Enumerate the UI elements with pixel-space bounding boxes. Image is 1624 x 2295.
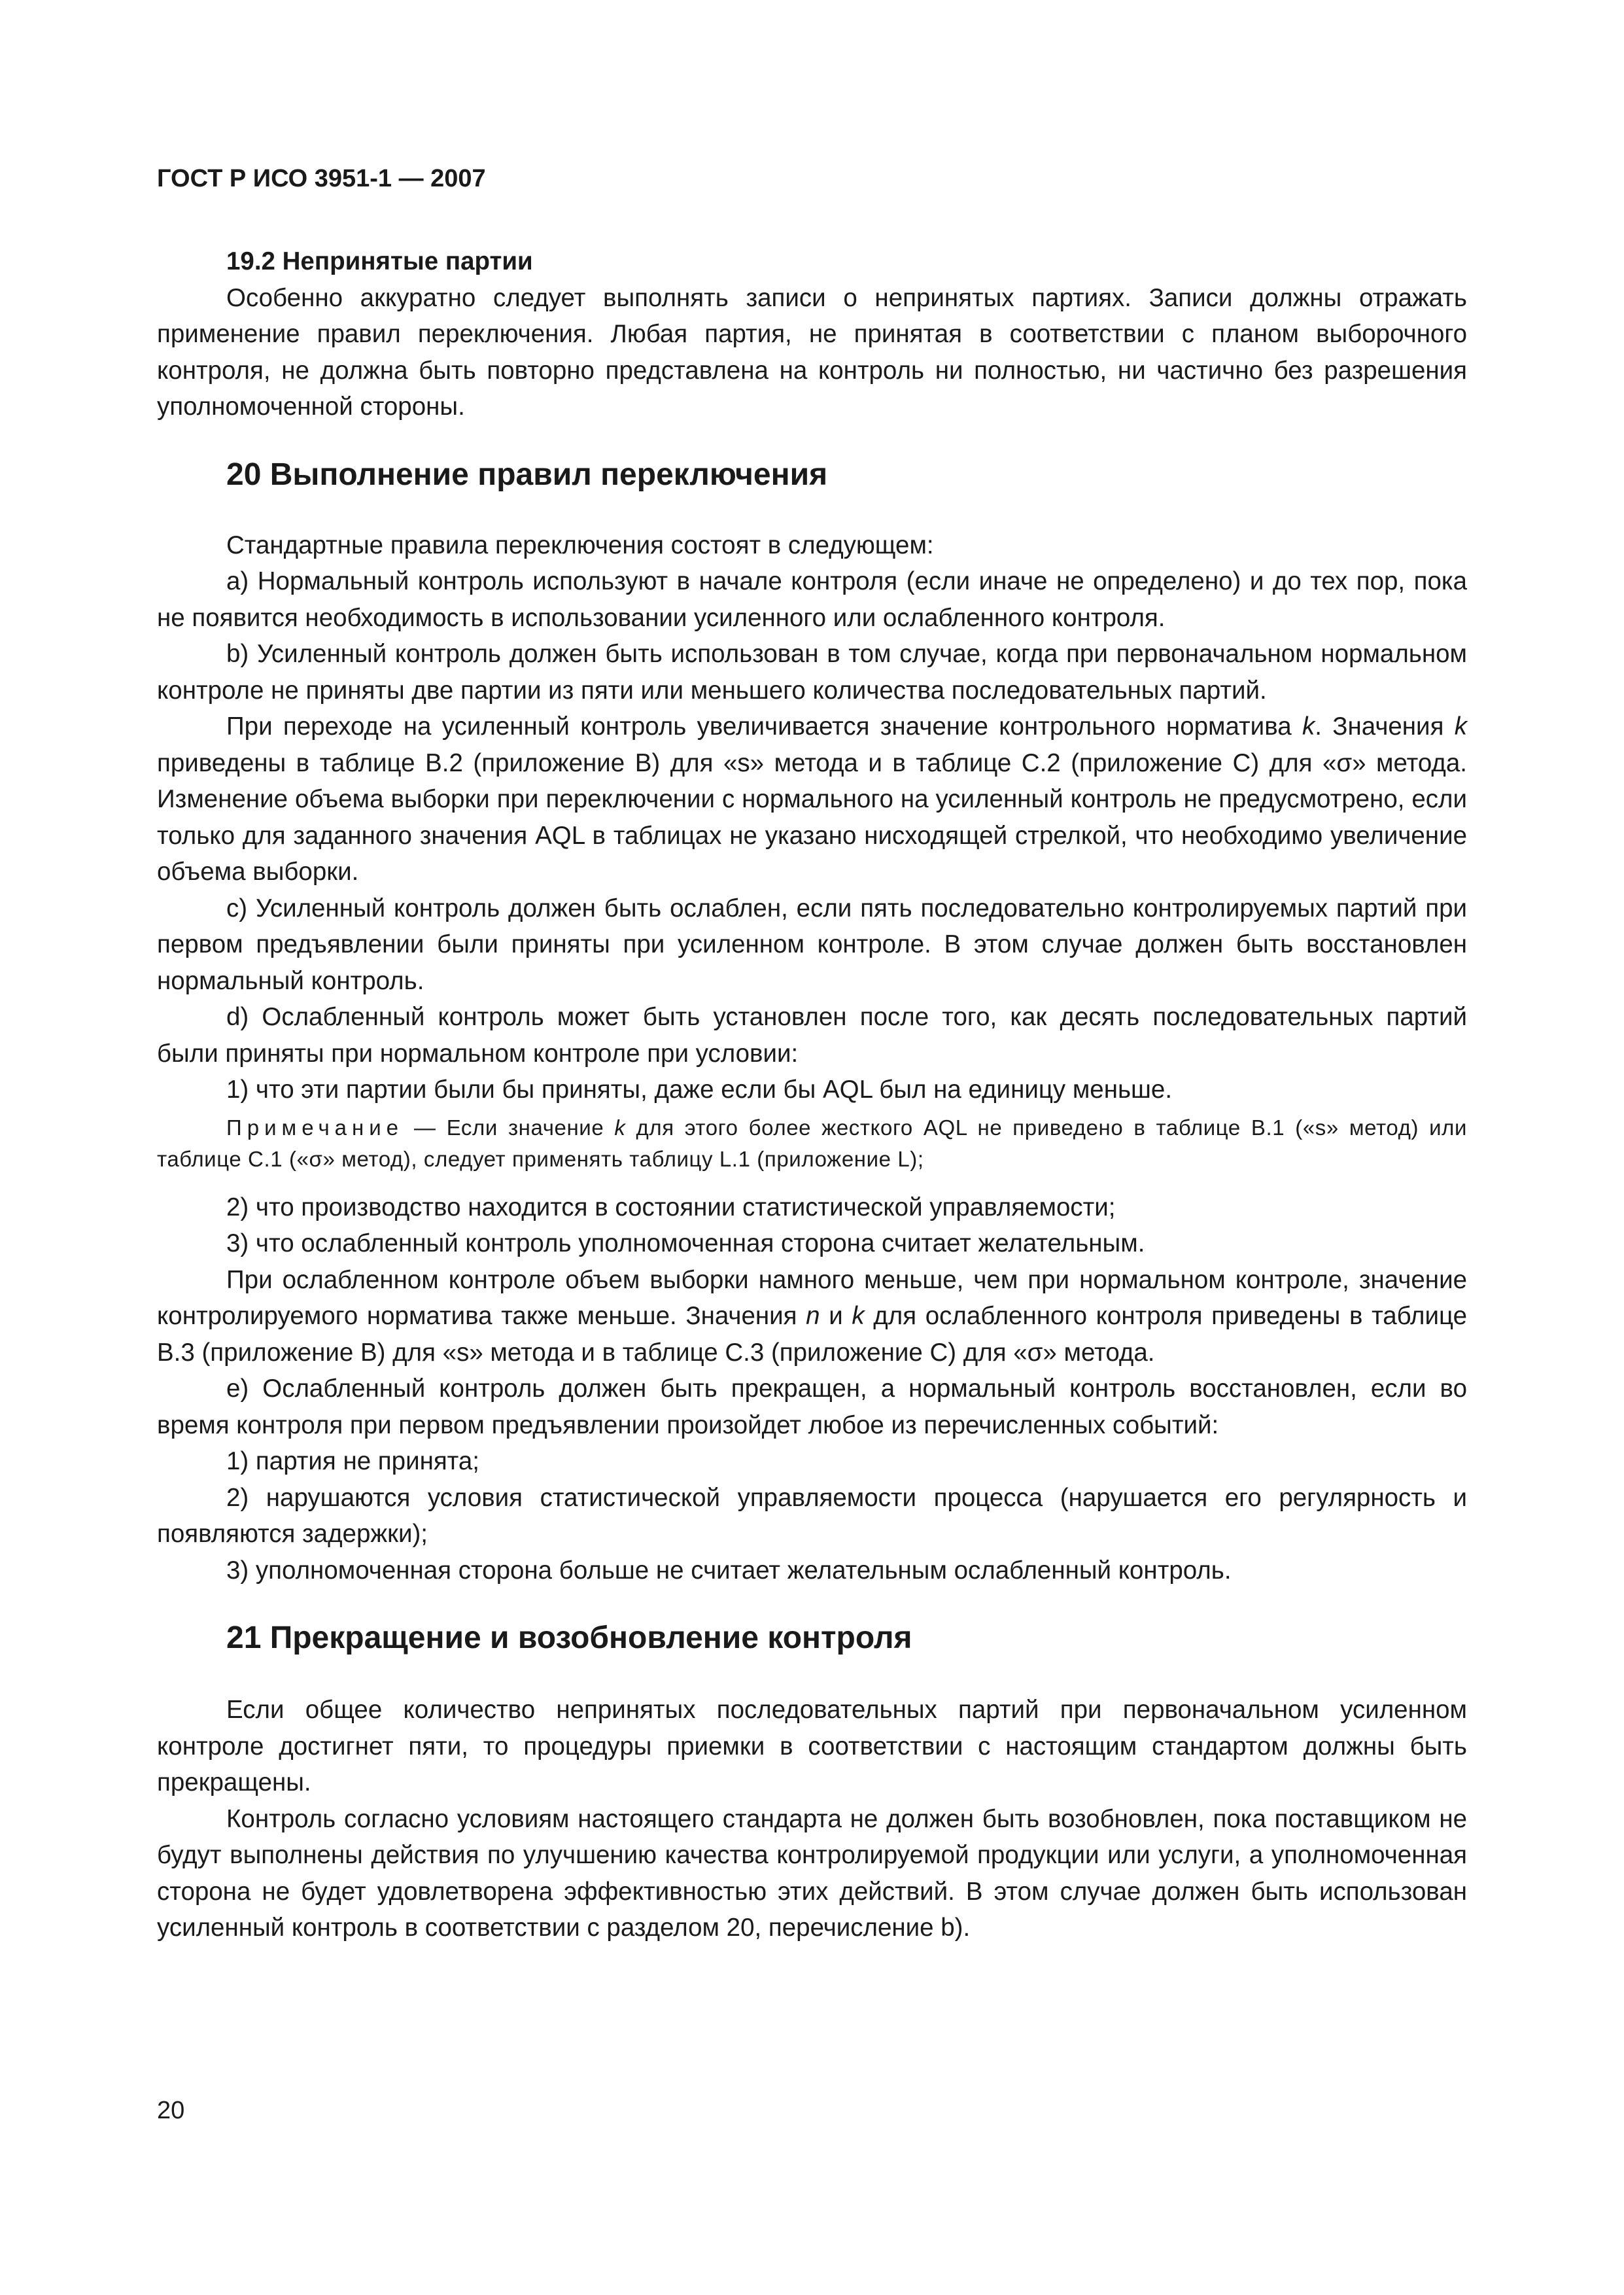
variable-k: k	[1454, 712, 1467, 741]
list-item-20-d-3: 3) что ослабленный контроль уполномоченная сторона считает желательным.	[226, 1229, 1145, 1257]
text-run: При переходе на усиленный контроль увеличивается значение контрольного норматива	[226, 712, 1302, 741]
list-item-20-d-2: 2) что производство находится в состоянии статистической управляемости;	[226, 1193, 1116, 1221]
variable-n: n	[806, 1302, 820, 1330]
text-run: При ослабленном контроле объем выборки намного меньше, чем при нормальном контроле, значение контролируемого норматива также меньше. Значения	[157, 1265, 1467, 1330]
list-item-20-d-1: 1) что эти партии были бы приняты, даже если бы AQL был на единицу меньше.	[226, 1076, 1173, 1104]
list-item-20-c: c) Усиленный контроль должен быть ослаблен, если пять последовательно контролируемых партий при первом предъявлении были приняты при усиленном контроле. В этом случае должен быть восстановлен нормальный контроль.	[157, 894, 1467, 995]
list-item-20-e-3: 3) уполномоченная сторона больше не считает желательным ослабленный контроль.	[226, 1556, 1232, 1585]
text-run: для этого более жесткого AQL не приведено в таблице B.1 («s» метод) или таблице C.1 («σ» метод), следует применять таблицу L.1 (приложение L);	[157, 1115, 1467, 1171]
variable-k: k	[1302, 712, 1315, 741]
text-run: для ослабленного контроля приведены в таблице B.3 (приложение B) для «s» метода и в таблице C.3 (приложение C) для «σ» метода.	[157, 1302, 1468, 1367]
text-run: — Если значение	[404, 1115, 615, 1140]
text-run: приведены в таблице B.2 (приложение B) для «s» метода и в таблице C.2 (приложение C) для «σ» метода. Изменение объема выборки при переключении с нормального на усиленный контроль не предусмотрено, если только для заданного значения AQL в таблицах не указано нисходящей стрелкой, что необходимо увеличение объема выборки.	[157, 748, 1467, 886]
paragraph-19-2: Особенно аккуратно следует выполнять записи о непринятых партиях. Записи должны отражать применение правил переключения. Любая партия, не принятая в соответствии с планом выборочного контроля, не должна быть повторно представлена на контроль ни полностью, ни частично без разрешения уполномоченной стороны.	[157, 283, 1467, 421]
paragraph-20-intro: Стандартные правила переключения состоят в следующем:	[226, 531, 934, 559]
list-item-20-d: d) Ослабленный контроль может быть установлен после того, как десять последовательных партий были приняты при нормальном контроле при условии:	[157, 1003, 1467, 1068]
paragraph-21-2: Контроль согласно условиям настоящего стандарта не должен быть возобновлен, пока поставщиком не будут выполнены действия по улучшению качества контролируемой продукции или услуги, а уполномоченная сторона не будет удовлетворена эффективностью этих действий. В этом случае должен быть использован усиленный контроль в соответствии с разделом 20, перечисление b).	[157, 1804, 1467, 1942]
list-item-20-e-1: 1) партия не принята;	[226, 1447, 479, 1475]
note	[157, 1112, 1467, 1175]
text-run: . Значения	[1315, 712, 1455, 741]
list-item-20-e: e) Ослабленный контроль должен быть прекращен, а нормальный контроль восстановлен, если во время контроля при первом предъявлении произойдет любое из перечисленных событий:	[157, 1375, 1467, 1439]
document-header: ГОСТ Р ИСО 3951-1 — 2007	[157, 165, 486, 192]
paragraph-21-1: Если общее количество непринятых последовательных партий при первоначальном усиленном контроле достигнет пяти, то процедуры приемки в соответствии с настоящим стандартом должны быть прекращены.	[157, 1696, 1467, 1796]
text-run: и	[820, 1302, 852, 1330]
variable-k: k	[614, 1115, 626, 1140]
section-title-20: 20 Выполнение правил переключения	[226, 457, 828, 492]
page-content	[157, 243, 1467, 1946]
list-item-20-b: b) Усиленный контроль должен быть использован в том случае, когда при первоначальном нормальном контроле не приняты две партии из пяти или меньшего количества последовательных партий.	[157, 640, 1467, 705]
section-title-21: 21 Прекращение и возобновление контроля	[226, 1621, 912, 1655]
paragraph-20-reduced	[157, 1262, 1467, 1371]
list-item-20-a: a) Нормальный контроль используют в начале контроля (если иначе не определено) и до тех пор, пока не появится необходимость в использовании усиленного или ослабленного контроля.	[157, 567, 1467, 632]
subsection-title-19-2: 19.2 Непринятые партии	[226, 247, 533, 275]
variable-k: k	[852, 1302, 865, 1330]
note-label: Примечание	[226, 1115, 404, 1140]
page-number: 20	[157, 2097, 185, 2124]
paragraph-20-tightened	[157, 709, 1467, 890]
list-item-20-e-2: 2) нарушаются условия статистической управляемости процесса (нарушается его регулярность и появляются задержки);	[157, 1483, 1467, 1548]
